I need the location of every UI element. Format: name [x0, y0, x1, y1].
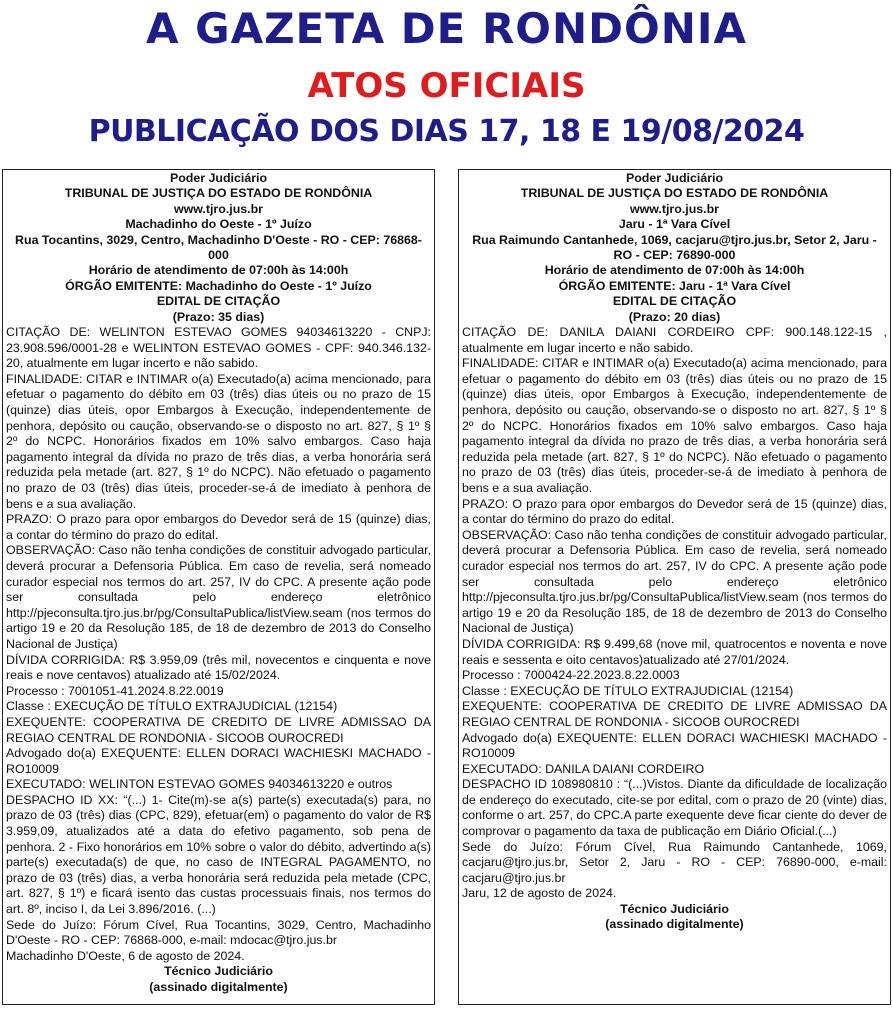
citation-paragraph: CITAÇÃO DE: WELINTON ESTEVAO GOMES 94034613220 - CNPJ: 23.908.596/0001-28 e WELINTON ESTEVAO GOMES - CPF: 940.346.132-20, atualmente em lugar incerto e não sabido.: [6, 325, 431, 371]
edict-deadline: (Prazo: 20 dias): [628, 309, 721, 324]
defendant: EXECUTADO: DANILA DAIANI CORDEIRO: [462, 761, 705, 776]
defendant: EXECUTADO: WELINTON ESTEVAO GOMES 94034613220 e outros: [6, 777, 393, 792]
section-title: ATOS OFICIAIS: [307, 66, 586, 106]
court-power: Poder Judiciário: [625, 171, 724, 185]
order-paragraph: DESPACHO ID XX: “(...) 1- Cite(m)-se a(s) parte(s) executada(s) para, no prazo de 03 (três) dias (CPC, 829), efetuar(em) o pagamento do valor de R$ 3.959,09, atualizados até a data do efetivo pagamento, sob pena de penhora. 2 - Fixo honorários em 10% sobre o valor do débito, advertindo a(s) parte(s) executada(s) de que, no caso de INTEGRAL PAGAMENTO, no prazo de 03 (três) dias, a verba honorária será reduzida pela metade (CPC, art. 827, § 1º) e ficará isento das custas processuais finais, nos termos do art. 8º, inciso I, da Lei 3.896/2016. (...): [6, 792, 431, 917]
debt-paragraph: DÍVIDA CORRIGIDA: R$ 9.499,68 (nove mil, quatrocentos e noventa e nove reais e sessenta e oito centavos)atualizado até 27/01/2024.: [462, 636, 887, 667]
place-date: Jaru, 12 de agosto de 2024.: [462, 886, 617, 901]
court-name: TRIBUNAL DE JUSTIÇA DO ESTADO DE RONDÔNIA: [520, 186, 829, 201]
process-number: Processo : 7001051-41.2024.8.22.0019: [6, 683, 224, 698]
newspaper-title: A GAZETA DE RONDÔNIA: [146, 4, 747, 53]
debt-paragraph: DÍVIDA CORRIGIDA: R$ 3.959,09 (três mil, novecentos e cinquenta e nove reais e nove centavos) atualizado até 15/02/2024.: [6, 652, 431, 683]
court-address: Rua Tocantins, 3029, Centro, Machadinho D'Oeste - RO - CEP: 76868-000: [15, 232, 422, 263]
court-seat: Sede do Juízo: Fórum Cível, Rua Tocantins, 3029, Centro, Machadinho D'Oeste - RO - CEP: 76868-000, e-mail: mdocac@tjro.jus.br: [6, 917, 431, 948]
purpose-paragraph: FINALIDADE: CITAR e INTIMAR o(a) Executado(a) acima mencionado, para efetuar o pagamento do débito em 03 (três) dias úteis ou no prazo de 15 (quinze) dias úteis, opor Embargos à Execução, independentemente de penhora, depósito ou caução, observando-se o disposto no art. 827, § 1º § 2º do NCPC. Honorários fixados em 10% salvo embargos. Caso haja pagamento integral da dívida no prazo de três dias, a verba honorária será reduzida pela metade (art. 827, § 1º do NCPC). Não efetuado o pagamento no prazo de 03 (três) dias úteis, proceder-se-á de imediato à penhora de bens e a sua avaliação.: [462, 356, 887, 495]
plaintiff: EXEQUENTE: COOPERATIVA DE CREDITO DE LIVRE ADMISSAO DA REGIAO CENTRAL DE RONDONIA - SICOOB OUROCREDI: [462, 699, 887, 729]
observation-paragraph: OBSERVAÇÃO: Caso não tenha condições de constituir advogado particular, deverá procurar a Defensoria Pública. Em caso de revelia, será nomeado curador especial nos termos do art. 257, IV do CPC. A presente ação pode ser consultada pelo endereço eletrônico http://pjeconsulta.tjro.jus.br/pg/ConsultaPublica/listView.seam (nos termos do artigo 19 e 20 da Resolução 185, de 18 de dezembro de 2013 do Conselho Nacional de Justiça): [6, 543, 431, 651]
process-class: Classe : EXECUÇÃO DE TÍTULO EXTRAJUDICIAL (12154): [6, 699, 338, 714]
court-hours: Horário de atendimento de 07:00h às 14:00h: [88, 263, 349, 278]
issuing-body: ÓRGÃO EMITENTE: Jaru - 1ª Vara Cível: [558, 278, 791, 293]
plaintiff-lawyer: Advogado do(a) EXEQUENTE: ELLEN DORACI WACHIESKI MACHADO - RO10009: [462, 730, 887, 761]
citation-paragraph: CITAÇÃO DE: DANILA DAIANI CORDEIRO CPF: 900.148.122-15 , atualmente em lugar incerto e não sabido.: [462, 325, 887, 355]
edict-column-left: [2, 169, 435, 1005]
court-website: www.tjro.jus.br: [173, 201, 264, 216]
signature-note: (assinado digitalmente): [149, 979, 288, 994]
issuing-body: ÓRGÃO EMITENTE: Machadinho do Oeste - 1º Juízo: [65, 278, 372, 293]
signature-role: Técnico Judiciário: [620, 902, 729, 917]
edict-title: EDITAL DE CITAÇÃO: [156, 294, 281, 309]
court-seat: Sede do Juízo: Fórum Cível, Rua Raimundo Cantanhede, 1069, cacjaru@tjro.jus.br, Setor 2, Jaru - RO - CEP: 76890-000, e-mail: cacjaru@tjro.jus.br: [462, 839, 887, 885]
court-hours: Horário de atendimento de 07:00h às 14:00h: [544, 263, 805, 278]
court-unit: Machadinho do Oeste - 1º Juízo: [125, 217, 312, 232]
court-name: TRIBUNAL DE JUSTIÇA DO ESTADO DE RONDÔNIA: [64, 186, 373, 201]
process-class: Classe : EXECUÇÃO DE TÍTULO EXTRAJUDICIAL (12154): [462, 683, 794, 698]
observation-paragraph: OBSERVAÇÃO: Caso não tenha condições de constituir advogado particular, deverá procurar a Defensoria Pública. Em caso de revelia, será nomeado curador especial nos termos do art. 257, IV do CPC. A presente ação pode ser consultada pelo endereço eletrônico http://pjeconsulta.tjro.jus.br/pg/ConsultaPublica/listView.seam (nos termos do artigo 19 e 20 da Resolução 185, de 18 de dezembro de 2013 do Conselho Nacional de Justiça): [462, 527, 887, 636]
place-date: Machadinho D'Oeste, 6 de agosto de 2024.: [6, 948, 245, 963]
process-number: Processo : 7000424-22.2023.8.22.0003: [462, 668, 680, 683]
plaintiff-lawyer: Advogado do(a) EXEQUENTE: ELLEN DORACI WACHIESKI MACHADO - RO10009: [6, 746, 431, 776]
deadline-paragraph: PRAZO: O prazo para opor embargos do Devedor será de 15 (quinze) dias, a contar do término do prazo do edital.: [6, 512, 431, 542]
edict-deadline: (Prazo: 35 dias): [172, 309, 265, 324]
edict-title: EDITAL DE CITAÇÃO: [612, 294, 737, 309]
plaintiff: EXEQUENTE: COOPERATIVA DE CREDITO DE LIVRE ADMISSAO DA REGIAO CENTRAL DE RONDONIA - SICOOB OUROCREDI: [6, 714, 431, 745]
order-paragraph: DESPACHO ID 108980810 : “(...)Vistos. Diante da dificuldade de localização de endereço do executado, cite-se por edital, com o prazo de 20 (vinte) dias, conforme o art. 257, do CPC.A parte exequente deve ficar ciente do dever de comprovar o pagamento da taxa de publicação em Diário Oficial.(...): [462, 777, 887, 839]
purpose-paragraph: FINALIDADE: CITAR e INTIMAR o(a) Executado(a) acima mencionado, para efetuar o pagamento do débito em 03 (três) dias úteis ou no prazo de 15 (quinze) dias úteis, opor Embargos à Execução, independentemente de penhora, depósito ou caução, observando-se o disposto no art. 827, § 1º § 2º do NCPC. Honorários fixados em 10% salvo embargos. Caso haja pagamento integral da dívida no prazo de três dias, a verba honorária será reduzida pela metade (art. 827, § 1º do NCPC). Não efetuado o pagamento no prazo de 03 (três) dias úteis, proceder-se-á de imediato à penhora de bens e a sua avaliação.: [6, 371, 431, 511]
court-address: Rua Raimundo Cantanhede, 1069, cacjaru@tjro.jus.br, Setor 2, Jaru - RO - CEP: 76890-000: [472, 232, 877, 263]
court-power: Poder Judiciário: [169, 171, 268, 185]
publication-dates: PUBLICAÇÃO DOS DIAS 17, 18 E 19/08/2024: [88, 114, 805, 149]
signature-note: (assinado digitalmente): [605, 917, 744, 932]
signature-role: Técnico Judiciário: [164, 964, 273, 979]
deadline-paragraph: PRAZO: O prazo para opor embargos do Devedor será de 15 (quinze) dias, a contar do término do prazo do edital.: [462, 496, 887, 527]
edict-column-right: [458, 169, 891, 1005]
court-website: www.tjro.jus.br: [629, 201, 720, 216]
court-unit: Jaru - 1ª Vara Cível: [618, 217, 731, 232]
